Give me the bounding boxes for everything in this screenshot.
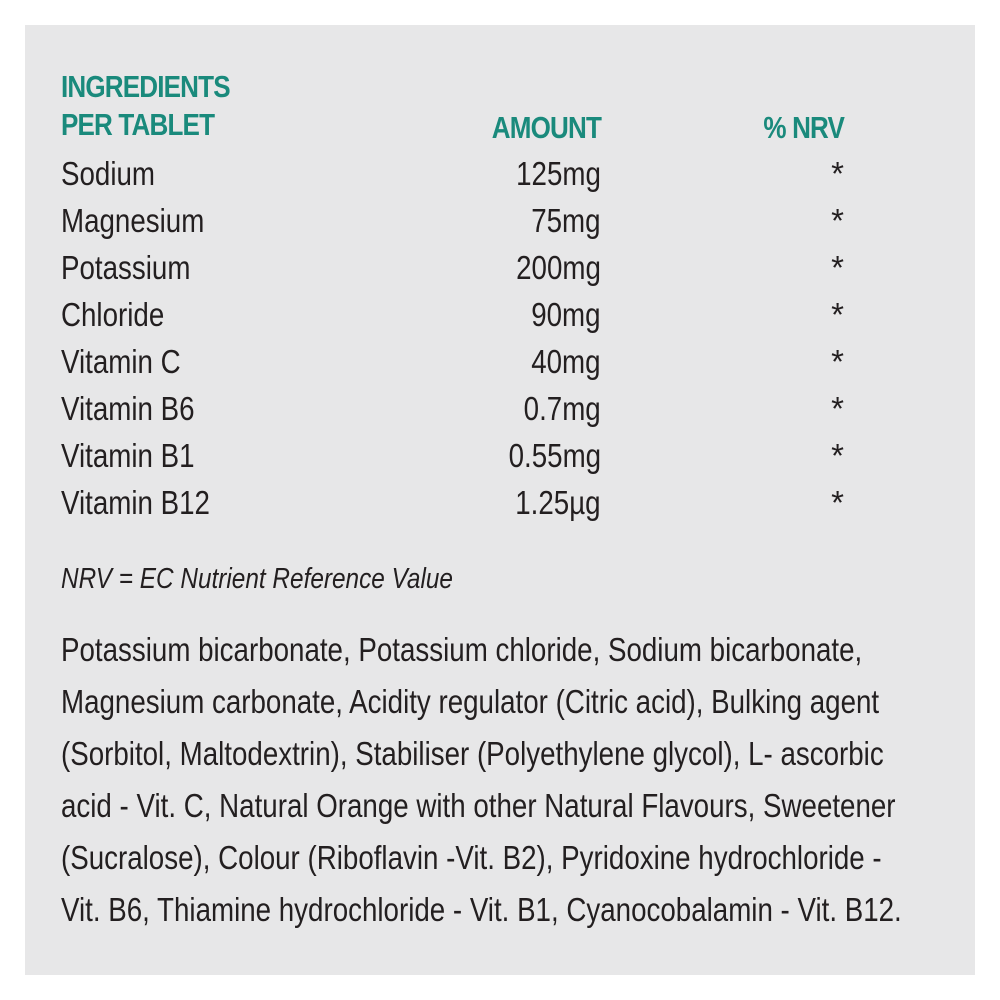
nrv-header: % NRV bbox=[763, 110, 844, 145]
table-row bbox=[0, 343, 1000, 387]
header-line-ingredients: INGREDIENTS bbox=[61, 69, 230, 104]
nutrient-name: Vitamin B6 bbox=[61, 390, 195, 427]
nutrient-nrv: * bbox=[831, 484, 844, 521]
nutrient-amount: 200mg bbox=[516, 249, 601, 286]
ingredients-line: (Sorbitol, Maltodextrin), Stabiliser (Polyethylene glycol), L- ascorbic bbox=[61, 735, 884, 772]
nutrient-nrv: * bbox=[831, 296, 844, 333]
nutrient-name: Potassium bbox=[61, 249, 191, 286]
header-line-per-tablet: PER TABLET bbox=[61, 107, 215, 142]
nutrient-name: Magnesium bbox=[61, 202, 205, 239]
nutrient-name: Vitamin C bbox=[61, 343, 181, 380]
nutrient-amount: 90mg bbox=[531, 296, 601, 333]
nutrient-nrv: * bbox=[831, 343, 844, 380]
nutrient-name: Vitamin B1 bbox=[61, 437, 195, 474]
ingredients-line: Potassium bicarbonate, Potassium chloride, Sodium bicarbonate, bbox=[61, 631, 863, 668]
ingredients-line: Vit. B6, Thiamine hydrochloride - Vit. B1, Cyanocobalamin - Vit. B12. bbox=[61, 891, 902, 928]
nutrient-amount: 0.55mg bbox=[508, 437, 601, 474]
ingredients-per-tablet-header bbox=[61, 68, 230, 144]
nutrient-amount: 0.7mg bbox=[523, 390, 601, 427]
nutrient-amount: 40mg bbox=[531, 343, 601, 380]
ingredients-list bbox=[61, 624, 935, 936]
table-row bbox=[0, 249, 1000, 293]
ingredients-line: Magnesium carbonate, Acidity regulator (Citric acid), Bulking agent bbox=[61, 683, 880, 720]
table-row bbox=[0, 155, 1000, 199]
nutrient-nrv: * bbox=[831, 249, 844, 286]
table-row bbox=[0, 437, 1000, 481]
table-row bbox=[0, 202, 1000, 246]
nutrient-amount: 75mg bbox=[531, 202, 601, 239]
table-row bbox=[0, 484, 1000, 528]
nutrient-nrv: * bbox=[831, 437, 844, 474]
nutrient-name: Vitamin B12 bbox=[61, 484, 210, 521]
table-row bbox=[0, 296, 1000, 340]
amount-header: AMOUNT bbox=[491, 110, 601, 145]
nutrient-nrv: * bbox=[831, 390, 844, 427]
nutrient-nrv: * bbox=[831, 202, 844, 239]
table-row bbox=[0, 390, 1000, 434]
nrv-footnote: NRV = EC Nutrient Reference Value bbox=[61, 563, 453, 595]
nutrient-nrv: * bbox=[831, 155, 844, 192]
nutrient-amount: 1.25µg bbox=[515, 484, 601, 521]
nutrient-amount: 125mg bbox=[516, 155, 601, 192]
ingredients-line: (Sucralose), Colour (Riboflavin -Vit. B2), Pyridoxine hydrochloride - bbox=[61, 839, 882, 876]
ingredients-line: acid - Vit. C, Natural Orange with other Natural Flavours, Sweetener bbox=[61, 787, 896, 824]
nutrient-name: Sodium bbox=[61, 155, 155, 192]
nutrient-name: Chloride bbox=[61, 296, 165, 333]
